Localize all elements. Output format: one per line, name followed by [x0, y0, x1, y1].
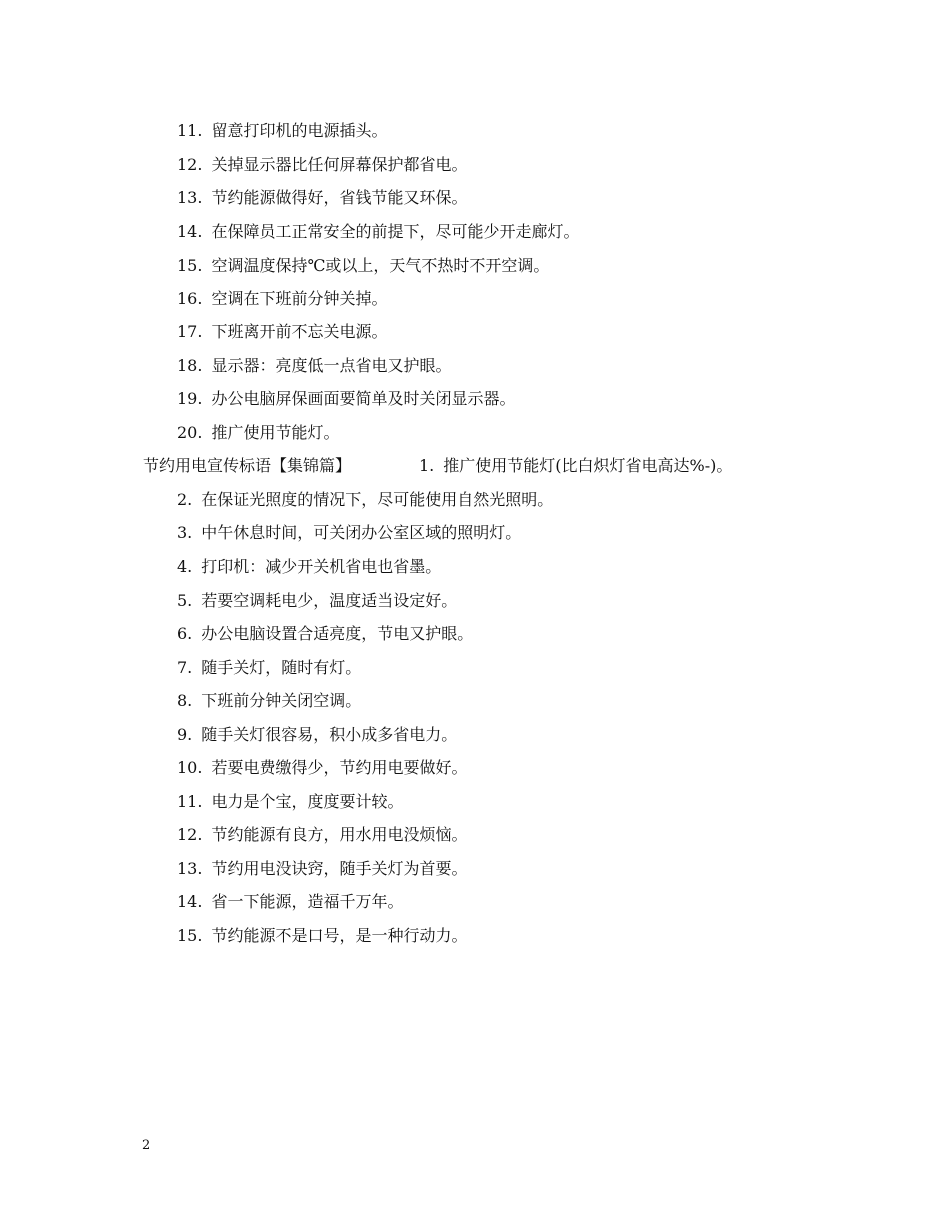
- item-number: 3.: [177, 523, 193, 542]
- item-text: 在保证光照度的情况下，尽可能使用自然光照明。: [201, 490, 554, 509]
- list-item: [177, 725, 457, 745]
- item-text: 打印机：减少开关机省电也省墨。: [201, 557, 442, 576]
- list-item: [177, 222, 579, 242]
- item-text: 推广使用节能灯。: [211, 423, 340, 442]
- list-item: [177, 188, 467, 208]
- list-item: [177, 356, 451, 376]
- item-number: 1.: [419, 456, 435, 475]
- item-text: 节约能源有良方，用水用电没烦恼。: [211, 825, 468, 844]
- list-item: [177, 926, 467, 946]
- section-heading-line: [143, 456, 733, 476]
- item-number: 13.: [177, 859, 203, 878]
- item-number: 7.: [177, 658, 193, 677]
- list-item: [177, 256, 549, 276]
- item-text: 节约用电没诀窍，随手关灯为首要。: [211, 859, 468, 878]
- list-item: [177, 423, 339, 443]
- item-number: 18.: [177, 356, 203, 375]
- item-text: 下班离开前不忘关电源。: [211, 322, 388, 341]
- item-number: 14.: [177, 892, 203, 911]
- item-number: 6.: [177, 624, 193, 643]
- item-text: 若要空调耗电少，温度适当设定好。: [201, 591, 458, 610]
- list-item: [177, 691, 361, 711]
- list-item: [177, 591, 457, 611]
- item-text: 空调温度保持℃或以上，天气不热时不开空调。: [211, 256, 550, 275]
- item-text: 中午休息时间，可关闭办公室区域的照明灯。: [201, 523, 522, 542]
- list-item: [177, 322, 387, 342]
- list-item: [177, 892, 403, 912]
- list-item: [419, 456, 732, 476]
- list-item: [177, 624, 473, 644]
- item-number: 8.: [177, 691, 193, 710]
- item-number: 19.: [177, 389, 203, 408]
- item-number: 14.: [177, 222, 203, 241]
- item-text: 推广使用节能灯(比白炽灯省电高达%-)。: [443, 456, 733, 475]
- item-text: 省一下能源，造福千万年。: [211, 892, 404, 911]
- list-item: [177, 490, 553, 510]
- list-item: [177, 289, 387, 309]
- list-item: [177, 523, 521, 543]
- item-text: 关掉显示器比任何屏幕保护都省电。: [211, 155, 468, 174]
- item-number: 4.: [177, 557, 193, 576]
- list-item: [177, 758, 467, 778]
- item-text: 显示器：亮度低一点省电又护眼。: [211, 356, 452, 375]
- section-heading: 节约用电宣传标语【集锦篇】: [143, 456, 352, 475]
- item-text: 电力是个宝，度度要计较。: [211, 792, 404, 811]
- list-item: [177, 658, 361, 678]
- list-item: [177, 557, 441, 577]
- item-text: 节约能源做得好，省钱节能又环保。: [211, 188, 468, 207]
- list-item: [177, 121, 387, 141]
- item-text: 随手关灯很容易，积小成多省电力。: [201, 725, 458, 744]
- list-item: [177, 825, 467, 845]
- item-text: 留意打印机的电源插头。: [211, 121, 388, 140]
- item-text: 办公电脑设置合适亮度，节电又护眼。: [201, 624, 474, 643]
- item-number: 10.: [177, 758, 203, 777]
- item-number: 13.: [177, 188, 203, 207]
- item-number: 11.: [177, 121, 203, 140]
- item-number: 11.: [177, 792, 203, 811]
- item-text: 若要电费缴得少，节约用电要做好。: [211, 758, 468, 777]
- list-item: [177, 155, 467, 175]
- item-text: 节约能源不是口号，是一种行动力。: [211, 926, 468, 945]
- item-number: 17.: [177, 322, 203, 341]
- item-number: 2.: [177, 490, 193, 509]
- list-item: [177, 792, 403, 812]
- item-number: 5.: [177, 591, 193, 610]
- list-item: [177, 389, 515, 409]
- item-number: 12.: [177, 155, 203, 174]
- list-item: [177, 859, 467, 879]
- item-number: 20.: [177, 423, 203, 442]
- item-number: 12.: [177, 825, 203, 844]
- item-text: 办公电脑屏保画面要简单及时关闭显示器。: [211, 389, 516, 408]
- item-text: 在保障员工正常安全的前提下，尽可能少开走廊灯。: [211, 222, 580, 241]
- item-number: 15.: [177, 926, 203, 945]
- page-number: 2: [142, 1138, 151, 1153]
- item-number: 9.: [177, 725, 193, 744]
- item-text: 下班前分钟关闭空调。: [201, 691, 362, 710]
- item-number: 15.: [177, 256, 203, 275]
- item-text: 随手关灯，随时有灯。: [201, 658, 362, 677]
- item-number: 16.: [177, 289, 203, 308]
- item-text: 空调在下班前分钟关掉。: [211, 289, 388, 308]
